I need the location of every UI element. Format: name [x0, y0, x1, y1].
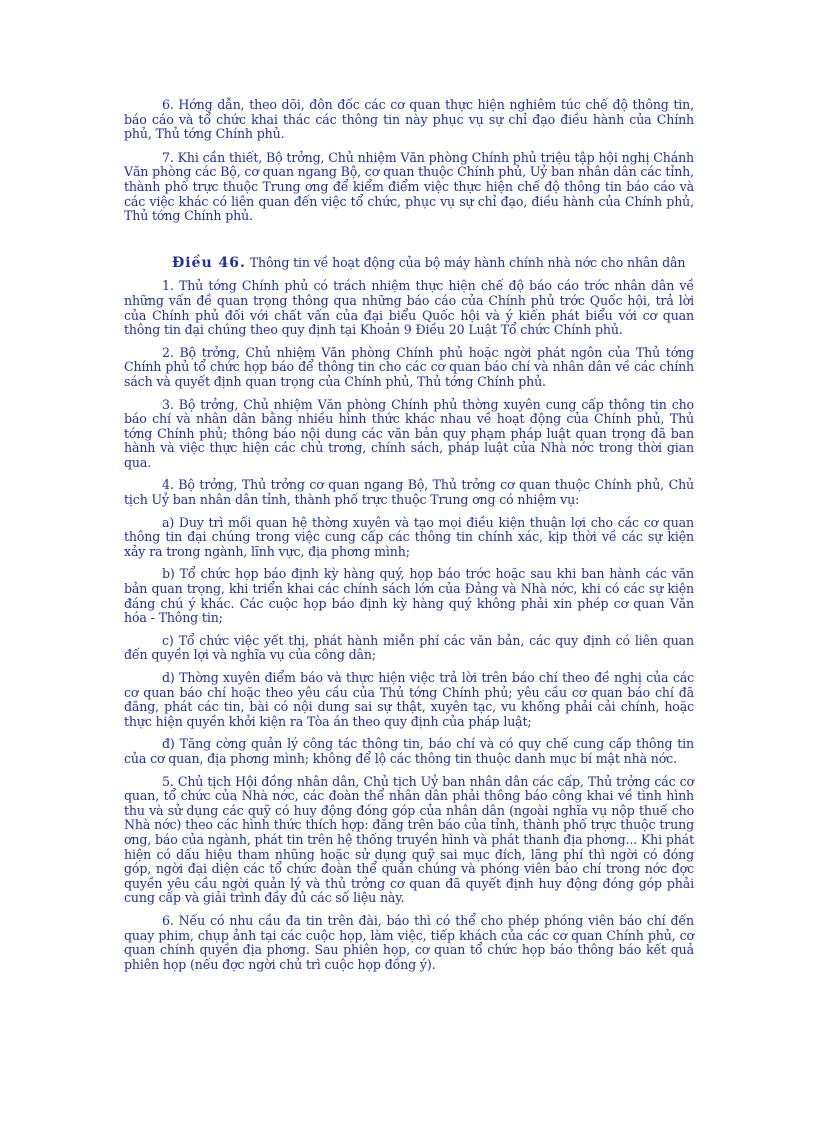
article-46-paragraph-1: 1. Thủ tớng Chính phủ có trách nhiệm thực hiện chế độ báo cáo trớc nhân dân về những vấn đề quan trọng thông qua những báo cáo của Chính phủ trớc Quốc hội, trả lời của Chính phủ đối với chất vấn của đại biểu Quốc hội và ý kiến phát biểu với cơ quan thông tin đại chúng theo quy định tại Khoản 9 Điều 20 Luật Tổ chức Chính phủ.: [124, 278, 694, 338]
article-46-item-a: a) Duy trì mối quan hệ thờng xuyên và tạo mọi điều kiện thuận lợi cho các cơ quan thông tin đại chúng trong việc cung cấp các thông tin chính xác, kịp thời về các sự kiện xảy ra trong ngành, lĩnh vực, địa phơng mình;: [124, 514, 694, 559]
article-title: Điều 46.: [172, 254, 246, 271]
paragraph-6-top: 6. Hớng dẫn, theo dõi, đôn đốc các cơ quan thực hiện nghiêm túc chế độ thông tin, báo cáo và tổ chức khai thác các thông tin này phục vụ sự chỉ đạo điều hành của Chính phủ, Thủ tớng Chính phủ.: [124, 97, 694, 142]
article-46-paragraph-2: 2. Bộ trởng, Chủ nhiệm Văn phòng Chính phủ hoặc ngời phát ngôn của Thủ tớng Chính phủ tổ chức họp báo để thông tin cho các cơ quan báo chí và nhân dân về các chính sách và quyết định quan trọng của Chính phủ, Thủ tớng Chính phủ.: [124, 344, 694, 389]
article-46-paragraph-6: 6. Nếu có nhu cầu đa tin trên đài, báo thì có thể cho phép phóng viên báo chí đến quay phim, chụp ảnh tại các cuộc họp, làm việc, tiếp khách của các cơ quan Chính phủ, cơ quan chính quyền địa phơng. Sau phiên họp, cơ quan tổ chức họp báo thông báo kết quả phiên họp (nếu đợc ngời chủ trì cuộc họp đồng ý).: [124, 912, 694, 972]
article-46-paragraph-3: 3. Bộ trởng, Chủ nhiệm Văn phòng Chính phủ thờng xuyên cung cấp thông tin cho báo chí và nhân dân bằng nhiều hình thức khác nhau về hoạt động của Chính phủ, Thủ tớng Chính phủ; thông báo nội dung các văn bản quy phạm pháp luật quan trọng đã ban hành và việc thực hiện các chủ trơng, chính sách, pháp luật của Nhà nớc trong thời gian qua.: [124, 396, 694, 470]
paragraph-7-top: 7. Khi cần thiết, Bộ trởng, Chủ nhiệm Văn phòng Chính phủ triệu tập hội nghị Chánh Văn phòng các Bộ, cơ quan ngang Bộ, cơ quan thuộc Chính phủ, Uỷ ban nhân dân các tỉnh, thành phố trực thuộc Trung ơng để kiểm điểm việc thực hiện chế độ thông tin báo cáo và các việc khác có liên quan đến việc tổ chức, phục vụ sự chỉ đạo, điều hành của Chính phủ, Thủ tớng Chính phủ.: [124, 149, 694, 224]
article-heading-text: Thông tin về hoạt động của bộ máy hành chính nhà nớc cho nhân dân: [249, 254, 686, 270]
article-46-item-b: b) Tổ chức họp báo định kỳ hàng quý, họp báo trớc hoặc sau khi ban hành các văn bản quan trọng, khi triển khai các chính sách lớn của Đảng và Nhà nớc, khi có các sự kiện đáng chú ý khác. Các cuộc họp báo định kỳ hàng quý không phải xin phép cơ quan Văn hóa - Thông tin;: [124, 566, 694, 626]
article-46-heading: [124, 256, 694, 271]
article-46-item-dd: đ) Tăng cờng quản lý công tác thông tin, báo chí và có quy chế cung cấp thông tin của cơ quan, địa phơng mình; không để lộ các thông tin thuộc danh mục bí mật nhà nớc.: [124, 736, 694, 766]
article-46-paragraph-4: 4. Bộ trởng, Thủ trởng cơ quan ngang Bộ, Thủ trởng cơ quan thuộc Chính phủ, Chủ tịch Uỷ ban nhân dân tỉnh, thành phố trực thuộc Trung ơng có nhiệm vụ:: [124, 477, 694, 508]
article-46-item-d: d) Thờng xuyên điểm báo và thực hiện việc trả lời trên báo chí theo đề nghị của các cơ quan báo chí hoặc theo yêu cầu của Thủ tớng Chính phủ; yêu cầu cơ quan báo chí đã đăng, phát các tin, bài có nội dung sai sự thật, xuyên tạc, vu khống phải cải chính, hoặc thực hiện quyền khởi kiện ra Tòa án theo quy định của pháp luật;: [124, 670, 694, 729]
article-46-paragraph-5: 5. Chủ tịch Hội đồng nhân dân, Chủ tịch Uỷ ban nhân dân các cấp, Thủ trởng các cơ quan, tổ chức của Nhà nớc, các đoàn thể nhân dân phải thông báo công khai về tình hình thu và sử dụng các quỹ có huy động đóng góp của nhân dân (ngoài nghĩa vụ nộp thuế cho Nhà nớc) theo các hình thức thích hợp: đăng trên báo của tỉnh, thành phố trực thuộc trung ơng, báo của ngành, phát tin trên hệ thống truyền hình và phát thanh địa phơng... Khi phát hiện có dấu hiệu tham nhũng hoặc sử dụng quỹ sai mục đích, lãng phí thì ngời có đóng góp, ngời đại diện các tổ chức đoàn thể quần chúng và phóng viên báo chí trong nớc đợc quyền yêu cầu ngời quản lý và thủ trởng cơ quan đã quyết định huy động đóng góp phải cung cấp và giải trình đầy đủ các số liệu này.: [124, 773, 694, 906]
article-46-item-c: c) Tổ chức việc yết thị, phát hành miễn phí các văn bản, các quy định có liên quan đến quyền lợi và nghĩa vụ của công dân;: [124, 632, 694, 663]
